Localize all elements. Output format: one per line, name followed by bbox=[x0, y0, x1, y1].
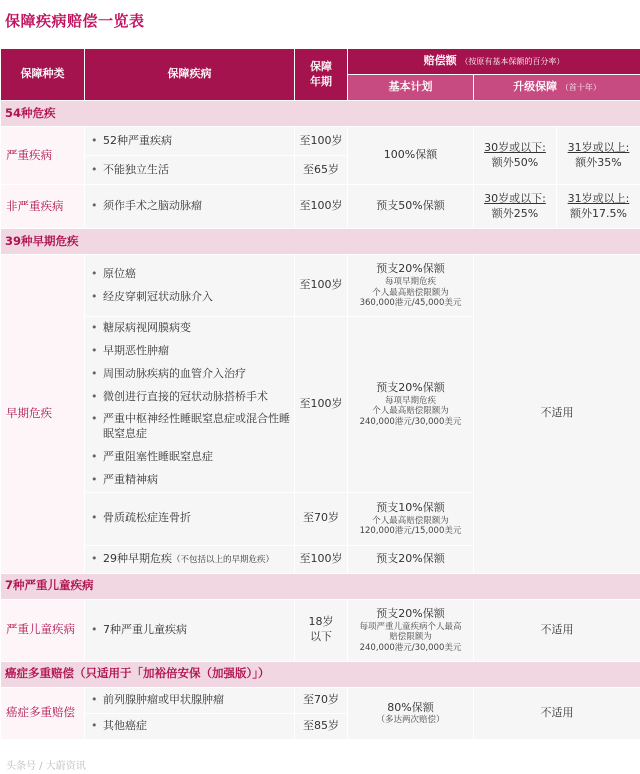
disease-cell bbox=[85, 127, 295, 156]
upgrade-not-applicable: 不适用 bbox=[474, 255, 640, 574]
upgrade-age-label: 31岁或以上: bbox=[567, 191, 630, 205]
amount-note: 每项早期危疾 bbox=[384, 276, 436, 287]
header-years bbox=[295, 49, 348, 101]
upgrade-age-label: 31岁或以上: bbox=[567, 140, 630, 154]
upgrade-extra: 额外35% bbox=[575, 155, 622, 169]
basic-amount bbox=[348, 687, 474, 739]
years-cell: 至65岁 bbox=[295, 156, 348, 185]
header-category: 保障种类 bbox=[1, 49, 85, 101]
amount-main: 预支20%保额 bbox=[376, 262, 445, 276]
disease-cell bbox=[85, 156, 295, 185]
disease-item: • 微创进行直接的冠状动脉搭桥手术 bbox=[103, 386, 294, 409]
upgrade-old bbox=[557, 127, 640, 185]
upgrade-extra: 额外17.5% bbox=[570, 206, 627, 220]
basic-amount: 预支50%保额 bbox=[348, 185, 474, 229]
upgrade-extra: 额外25% bbox=[491, 206, 539, 220]
basic-amount: 100%保额 bbox=[348, 127, 474, 185]
upgrade-age-label: 30岁或以下: bbox=[484, 191, 546, 205]
disease-item: • 7种严重儿童疾病 bbox=[103, 619, 294, 642]
upgrade-old bbox=[557, 185, 640, 229]
disease-cell bbox=[85, 492, 295, 545]
years-cell: 至100岁 bbox=[295, 317, 348, 493]
disease-note: （不包括以上的早期危疾） bbox=[172, 554, 275, 565]
disease-item: • 须作手术之脑动脉瘤 bbox=[103, 195, 294, 218]
category-cancer: 癌症多重赔偿 bbox=[1, 687, 85, 739]
disease-item: • 不能独立生活 bbox=[103, 159, 294, 182]
amount-note: 每项早期危疾 bbox=[384, 395, 436, 406]
disease-text: 29种早期危疾 bbox=[103, 551, 172, 565]
amount-main: 预支20%保额 bbox=[376, 381, 445, 395]
disease-item: • 糖尿病视网膜病变 bbox=[103, 317, 294, 340]
header-disease: 保障疾病 bbox=[85, 49, 295, 101]
amount-main: 预支10%保额 bbox=[376, 500, 445, 514]
amount-note: 个人最高赔偿限额为 bbox=[372, 515, 449, 526]
upgrade-young bbox=[474, 185, 557, 229]
amount-limit: 120,000港元/15,000美元 bbox=[359, 526, 462, 537]
years-line: 以下 bbox=[310, 630, 332, 644]
upgrade-not-applicable: 不适用 bbox=[474, 599, 640, 661]
header-upgrade-note: （首十年） bbox=[560, 83, 601, 93]
disease-item: • 经皮穿刺冠状动脉介入 bbox=[103, 286, 294, 309]
disease-item: • 原位癌 bbox=[103, 263, 294, 286]
disease-item: • 前列腺肿瘤或甲状腺肿瘤 bbox=[103, 689, 294, 712]
category-child: 严重儿童疾病 bbox=[1, 599, 85, 661]
category-early: 早期危疾 bbox=[1, 255, 85, 574]
header-upgrade bbox=[474, 75, 640, 101]
basic-amount bbox=[348, 255, 474, 317]
header-payout-note: （按原有基本保额的百分率） bbox=[460, 57, 565, 67]
disease-item: • 其他癌症 bbox=[103, 715, 294, 738]
header-upgrade-label: 升级保障 bbox=[513, 80, 558, 94]
coverage-table bbox=[0, 48, 640, 740]
disease-item: • 52种严重疾病 bbox=[103, 130, 294, 153]
upgrade-not-applicable: 不适用 bbox=[474, 687, 640, 739]
amount-note: 赔偿限额为 bbox=[389, 632, 432, 643]
years-cell bbox=[295, 599, 348, 661]
header-payout-label: 赔偿额 bbox=[423, 54, 457, 68]
amount-main: 预支20%保额 bbox=[376, 606, 445, 620]
basic-amount bbox=[348, 317, 474, 493]
category-noncritical: 非严重疾病 bbox=[1, 185, 85, 229]
years-line: 18岁 bbox=[308, 615, 334, 629]
disease-item: • 严重中枢神经性睡眠窒息症或混合性睡眠窒息症 bbox=[103, 408, 294, 446]
amount-note: 每项严重儿童疾病个人最高 bbox=[359, 621, 462, 632]
disease-item: • 早期恶性肿瘤 bbox=[103, 340, 294, 363]
amount-limit: 240,000港元/30,000美元 bbox=[359, 417, 462, 428]
years-cell: 至70岁 bbox=[295, 687, 348, 713]
disease-item: • 严重精神病 bbox=[103, 469, 294, 492]
disease-cell bbox=[85, 545, 295, 573]
upgrade-young bbox=[474, 127, 557, 185]
amount-main: 80%保额 bbox=[387, 700, 434, 714]
section-cancer-multiple: 癌症多重赔偿（只适用于「加裕倍安保（加强版）」） bbox=[1, 661, 640, 687]
disease-cell bbox=[85, 317, 295, 493]
header-basic: 基本计划 bbox=[348, 75, 474, 101]
years-cell: 至85岁 bbox=[295, 713, 348, 739]
disease-cell bbox=[85, 185, 295, 229]
disease-item: • 严重阻塞性睡眠窒息症 bbox=[103, 446, 294, 469]
amount-limit: 240,000港元/30,000美元 bbox=[359, 642, 462, 653]
disease-cell bbox=[85, 687, 295, 713]
section-39-early: 39种早期危疾 bbox=[1, 229, 640, 255]
years-cell: 至100岁 bbox=[295, 255, 348, 317]
header-years-label: 保障 年期 bbox=[310, 59, 332, 88]
category-critical: 严重疾病 bbox=[1, 127, 85, 185]
section-54-critical: 54种危疾 bbox=[1, 101, 640, 127]
basic-amount bbox=[348, 492, 474, 545]
amount-note: 个人最高赔偿限额为 bbox=[372, 287, 449, 298]
header-payout bbox=[348, 49, 640, 75]
amount-note: 个人最高赔偿限额为 bbox=[372, 406, 449, 417]
years-cell: 至70岁 bbox=[295, 492, 348, 545]
disease-cell bbox=[85, 713, 295, 739]
section-7-child: 7种严重儿童疾病 bbox=[1, 573, 640, 599]
years-cell: 至100岁 bbox=[295, 185, 348, 229]
disease-cell bbox=[85, 255, 295, 317]
upgrade-extra: 额外50% bbox=[491, 155, 539, 169]
page-title: 保障疾病赔偿一览表 bbox=[5, 12, 145, 30]
upgrade-age-label: 30岁或以下: bbox=[484, 140, 546, 154]
disease-cell bbox=[85, 599, 295, 661]
years-cell: 至100岁 bbox=[295, 545, 348, 573]
disease-item bbox=[103, 548, 294, 571]
watermark: 头条号 / 大蔚资讯 bbox=[6, 761, 86, 772]
amount-note: （多达两次赔偿） bbox=[376, 715, 445, 726]
years-cell: 至100岁 bbox=[295, 127, 348, 156]
disease-item: • 周围动脉疾病的血管介入治疗 bbox=[103, 363, 294, 386]
amount-limit: 360,000港元/45,000美元 bbox=[359, 298, 462, 309]
basic-amount: 预支20%保额 bbox=[348, 545, 474, 573]
disease-item: • 骨质疏松症连骨折 bbox=[103, 507, 294, 530]
basic-amount bbox=[348, 599, 474, 661]
